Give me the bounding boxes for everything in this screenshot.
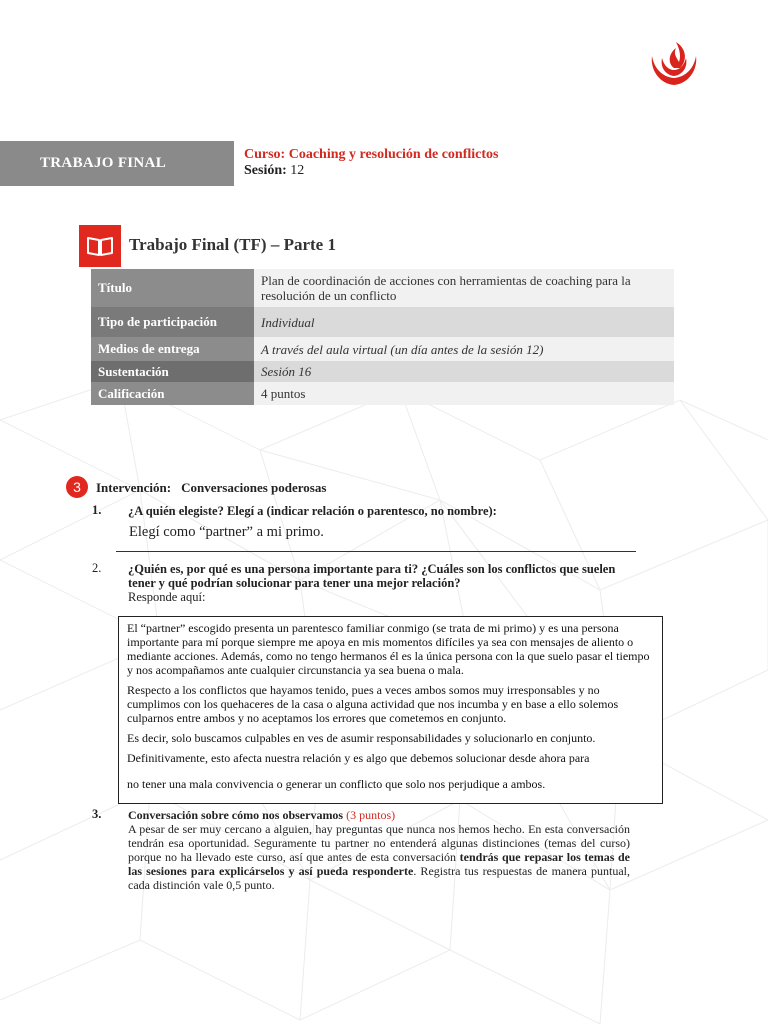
open-book-icon (79, 225, 121, 267)
session-value: 12 (290, 163, 305, 178)
answer-paragraph: Respecto a los conflictos que hayamos tenido, pues a veces ambos somos muy irresponsables y no cumplimos con los quehaceres de la casa o alguna actividad que nos incumba y en base a ello solemos culparnos entre ambos y no aceptamos los errores que cometemos en conjunto. (127, 683, 619, 725)
section-heading (96, 480, 326, 496)
course-info (244, 147, 498, 179)
table-row (91, 337, 674, 361)
question-3-title-line (128, 808, 630, 822)
row-value: 4 puntos (254, 382, 674, 405)
question-2-answer-box[interactable] (118, 616, 663, 804)
row-value: Plan de coordinación de acciones con herramientas de coaching para la resolución de un conflicto (254, 269, 674, 307)
question-1-number: 1. (92, 503, 102, 517)
table-row (91, 269, 674, 307)
question-2-text: ¿Quién es, por qué es una persona importante para ti? ¿Cuáles son los conflictos que suelen tener y qué podrían solucionar para tener una mejor relación? (128, 562, 616, 590)
row-key: Calificación (91, 382, 254, 405)
answer-paragraph: Es decir, solo buscamos culpables en ves de asumir responsabilidades y solucionarlo en conjunto. (127, 731, 596, 745)
table-row (91, 382, 674, 405)
tf-title: Trabajo Final (TF) – Parte 1 (129, 235, 336, 254)
row-value: A través del aula virtual (un día antes de la sesión 12) (254, 337, 674, 361)
table-row (91, 307, 674, 337)
course-name: Curso: Coaching y resolución de conflictos (244, 147, 499, 162)
question-3-title: Conversación sobre cómo nos observamos (128, 808, 344, 822)
upc-flame-logo (646, 38, 702, 88)
question-3-body-bold: tendrás que repasar los temas de las sesiones para explicárselos y así pueda responderte (128, 850, 630, 878)
divider (116, 551, 636, 552)
row-value: Individual (254, 307, 674, 337)
session-line (244, 163, 498, 179)
question-3-body-a: A pesar de ser muy cercano a alguien, hay preguntas que nunca nos hemos hecho. En esta conversación tendrán esa oportunidad. Seguramente tu partner no entenderá algunas distinciones (temas del curso) porque no ha llevado este curso, así que antes de esta conversación (128, 822, 630, 864)
question-3-body-b: . Registra tus respuestas de manera puntual, cada distinción vale 0,5 punto. (128, 864, 630, 892)
section-number-badge: 3 (66, 476, 88, 498)
section-label: Intervención: (96, 480, 172, 495)
question-2-number: 2. (92, 561, 102, 575)
answer-paragraph: Definitivamente, esto afecta nuestra relación y es algo que debemos solucionar desde ahora para (127, 751, 590, 765)
answer-paragraph: no tener una mala convivencia o generar un conflicto que solo nos perjudique a ambos. (127, 777, 546, 791)
row-key: Medios de entrega (91, 337, 254, 361)
question-1-answer: Elegí como “partner” a mi primo. (129, 524, 324, 540)
question-3-number: 3. (92, 807, 102, 821)
question-3-body (128, 822, 630, 892)
question-2-hint: Responde aquí: (128, 590, 206, 604)
question-3 (128, 808, 630, 892)
section-title: Conversaciones poderosas (181, 480, 327, 495)
table-row (91, 361, 674, 382)
session-label: Sesión: (244, 163, 287, 178)
trabajo-final-banner: TRABAJO FINAL (0, 141, 234, 186)
question-1-text: ¿A quién elegiste? Elegí a (indicar relación o parentesco, no nombre): (128, 504, 497, 518)
question-3-points: (3 puntos) (346, 808, 396, 822)
tf-info-table (91, 269, 674, 405)
row-key: Sustentación (91, 361, 254, 382)
row-value: Sesión 16 (254, 361, 674, 382)
answer-paragraph: El “partner” escogido presenta un parentesco familiar conmigo (se trata de mi primo) y es una persona importante para mí porque siempre me apoya en mis momentos difíciles ya sea con mensajes de aliento o mediante acciones. Además, como no tengo hermanos él es la única persona con la que suelo pasar el tiempo y nos acompañamos ante cualquier circunstancia ya sea buena o mala. (127, 621, 650, 677)
row-key: Título (91, 269, 254, 307)
row-key: Tipo de participación (91, 307, 254, 337)
